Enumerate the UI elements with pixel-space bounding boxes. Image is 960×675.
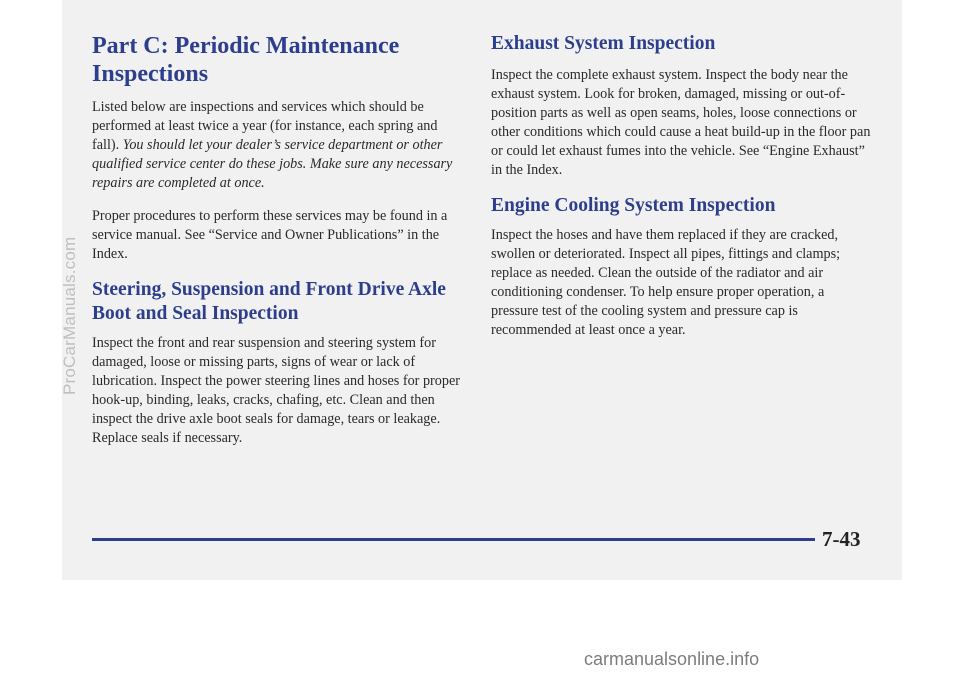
- section-heading-exhaust: Exhaust System Inspection: [491, 33, 716, 54]
- section-heading-steering: Steering, Suspension and Front Drive Axle Boot and Seal Inspection: [92, 279, 446, 324]
- intro-italic-text: You should let your dealer’s service department or other qualified service center do these jobs. Make sure any necessary repairs are completed at once.: [92, 137, 453, 191]
- side-watermark: ProCarManuals.com: [60, 236, 79, 395]
- paragraph-procedures: Proper procedures to perform these services may be found in a service manual. See “Service and Owner Publications” in the Index.: [92, 208, 448, 262]
- paragraph-exhaust: Inspect the complete exhaust system. Inspect the body near the exhaust system. Look for broken, damaged, missing or out-of-position parts as well as open seams, holes, loose connections or other conditions which could cause a heat build-up in the floor pan or could let exhaust fumes into the vehicle. See “Engine Exhaust” in the Index.: [491, 67, 871, 178]
- paragraph-intro: [92, 98, 464, 193]
- bottom-watermark: carmanualsonline.info: [584, 649, 760, 669]
- section-heading-periodic-maintenance: Part C: Periodic Maintenance Inspections: [92, 33, 400, 87]
- right-column: [491, 30, 871, 340]
- left-column: [92, 30, 464, 448]
- page-number: 7-43: [822, 527, 861, 551]
- intro-text: Listed below are inspections and services which should be performed at least twice a year (for instance, each spring and fall).: [92, 99, 438, 153]
- paragraph-cooling: Inspect the hoses and have them replaced if they are cracked, swollen or deteriorated. Inspect all pipes, fittings and clamps; replace as needed. Clean the outside of the radiator and air conditioning condenser. To help ensure proper operation, a pressure test of the cooling system and pressure cap is recommended at least once a year.: [491, 227, 841, 338]
- footer-rule: [92, 538, 815, 541]
- paragraph-steering: Inspect the front and rear suspension and steering system for damaged, loose or missing parts, signs of wear or lack of lubrication. Inspect the power steering lines and hoses for proper hook-up, binding, leaks, cracks, chafing, etc. Clean and then inspect the drive axle boot seals for damage, tears or leakage. Replace seals if necessary.: [92, 335, 460, 446]
- section-heading-cooling: Engine Cooling System Inspection: [491, 195, 776, 216]
